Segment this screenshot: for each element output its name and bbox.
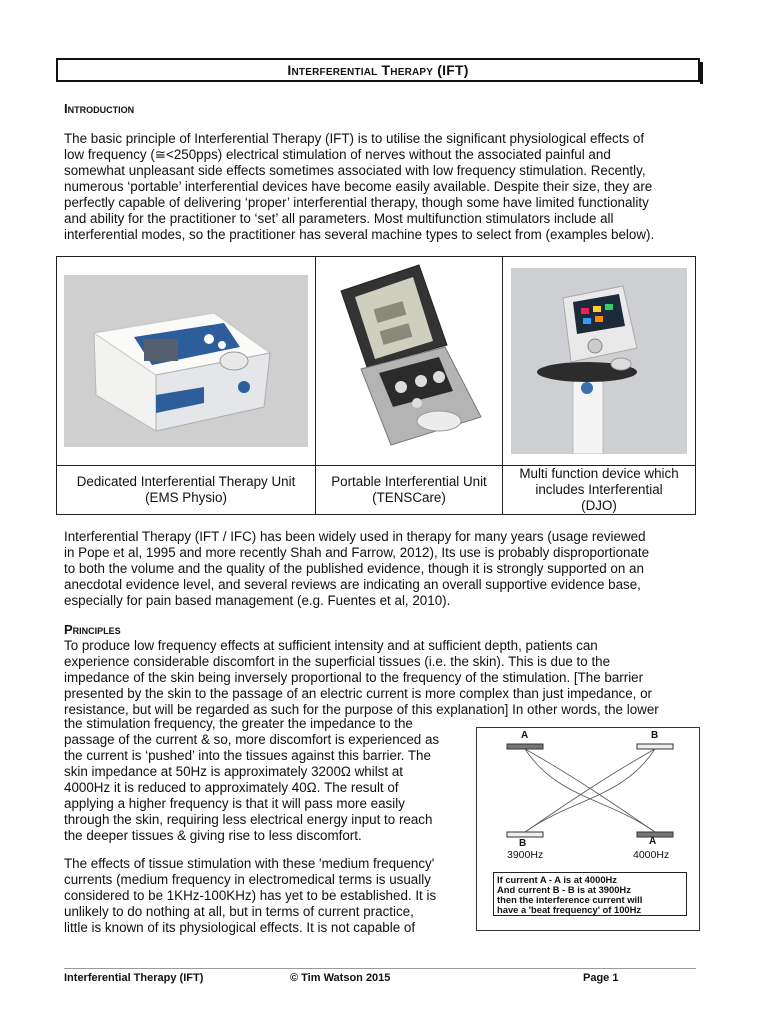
caption-line: (TENSCare) bbox=[372, 490, 446, 505]
text-line: 4000Hz it is reduced to approximately 40Ω. The result of bbox=[64, 780, 399, 795]
page-title: Interferential Therapy (IFT) bbox=[56, 58, 700, 82]
text-line: in Pope et al, 1995 and more recently Shah and Farrow, 2012), Its use is probably disproportionate bbox=[64, 545, 650, 560]
device-image-cell bbox=[57, 257, 316, 466]
footer-copyright: © Tim Watson 2015 bbox=[290, 972, 391, 984]
electrode-top-left bbox=[507, 744, 543, 749]
interference-waves bbox=[477, 728, 699, 868]
text-line: The basic principle of Interferential Therapy (IFT) is to utilise the significant physiological effects of bbox=[64, 131, 645, 146]
principles-heading: Principles bbox=[64, 622, 121, 637]
introduction-heading: Introduction bbox=[64, 101, 135, 116]
text-line: considered to be 1KHz-100KHz) has yet to be established. It is bbox=[64, 888, 437, 903]
introduction-paragraph bbox=[64, 131, 654, 243]
text-line: The effects of tissue stimulation with these 'medium frequency' bbox=[64, 856, 435, 871]
text-line: resistance, but will be regarded as such for the purpose of this explanation] In other words, the lower bbox=[64, 702, 659, 717]
tenscare-portable-unit-image bbox=[321, 261, 497, 461]
text-line: impedance of the skin being inversely proportional to the frequency of the stimulation. [The barrier bbox=[64, 670, 644, 685]
electrode-bottom-left bbox=[507, 832, 543, 837]
caption-line: (EMS Physio) bbox=[145, 490, 227, 505]
text-line: interferential modes, so the practitioner has several machine types to select from (examples below). bbox=[64, 227, 655, 242]
text-line: presented by the skin to the passage of an electric current is more complex than just impedance, or bbox=[64, 686, 653, 701]
text-line: experience considerable discomfort in the superficial tissues (i.e. the skin). This is due to the bbox=[64, 654, 611, 669]
text-line: the stimulation frequency, the greater the impedance to the bbox=[64, 716, 413, 731]
text-line: anecdotal evidence level, and several reviews are indicating an overall supportive evidence base, bbox=[64, 577, 641, 592]
label-b-top: B bbox=[651, 730, 659, 741]
footer-page-number: Page 1 bbox=[583, 972, 619, 984]
caption-line: includes Interferential bbox=[535, 482, 663, 497]
label-a-top: A bbox=[521, 730, 529, 741]
text-line: somewhat unpleasant side effects sometimes associated with low frequency stimulation. Recently, bbox=[64, 163, 646, 178]
caption-line: Dedicated Interferential Therapy Unit bbox=[76, 474, 296, 489]
text-line: the deeper tissues & giving rise to less discomfort. bbox=[64, 828, 362, 843]
text-line: the current is ‘pushed’ into the tissues against this barrier. The bbox=[64, 748, 431, 763]
principles-paragraph bbox=[64, 638, 659, 718]
device-image-cell bbox=[316, 257, 503, 466]
principles-continued-paragraph bbox=[64, 716, 439, 844]
note-line: And current B - B is at 3900Hz bbox=[497, 884, 631, 895]
text-line: applying a higher frequency is that it will pass more easily bbox=[64, 796, 405, 811]
device-caption bbox=[316, 466, 503, 515]
djo-multifunction-device-image bbox=[511, 268, 687, 454]
text-line: to both the volume and the quality of the published evidence, though it is strongly supported on an bbox=[64, 561, 644, 576]
text-line: Interferential Therapy (IFT / IFC) has been widely used in therapy for many years (usage reviewed bbox=[64, 529, 646, 544]
label-a-bottom: A bbox=[649, 836, 657, 847]
text-line: low frequency (≅<250pps) electrical stimulation of nerves without the associated painful and bbox=[64, 147, 611, 162]
medium-frequency-paragraph bbox=[64, 856, 436, 936]
footer-title: Interferential Therapy (IFT) bbox=[64, 972, 204, 984]
text-line: through the skin, requiring less electrical energy input to reach bbox=[64, 812, 433, 827]
label-b-bottom: B bbox=[519, 838, 527, 849]
frequency-4000: 4000Hz bbox=[633, 849, 670, 861]
text-line: passage of the current & so, more discomfort is experienced as bbox=[64, 732, 440, 747]
note-line: have a 'beat frequency' of 100Hz bbox=[497, 904, 642, 915]
electrode-top-right bbox=[637, 744, 673, 749]
device-examples-table bbox=[56, 256, 696, 515]
device-caption bbox=[57, 466, 316, 515]
device-image-cell bbox=[503, 257, 696, 466]
text-line: unlikely to do nothing at all, but in terms of current practice, bbox=[64, 904, 414, 919]
footer-divider bbox=[64, 968, 696, 969]
frequency-3900: 3900Hz bbox=[507, 849, 544, 861]
text-line: perfectly capable of delivering ‘proper’ interferential therapy, though some have limited functionality bbox=[64, 195, 649, 210]
caption-line: Portable Interferential Unit bbox=[331, 474, 487, 489]
text-line: especially for pain based management (e.g. Fuentes et al, 2010). bbox=[64, 593, 451, 608]
note-line: then the interference current will bbox=[497, 894, 643, 905]
usage-paragraph bbox=[64, 529, 649, 609]
beat-frequency-note bbox=[493, 872, 687, 916]
text-line: currents (medium frequency in electromedical terms is usually bbox=[64, 872, 431, 887]
text-line: numerous ‘portable’ interferential devices have become easily available. Despite their size, they are bbox=[64, 179, 653, 194]
text-line: skin impedance at 50Hz is approximately 3200Ω whilst at bbox=[64, 764, 403, 779]
text-line: and ability for the practitioner to ‘set’ all parameters. Most multifunction stimulators include all bbox=[64, 211, 614, 226]
ems-physio-unit-image bbox=[64, 275, 308, 447]
caption-line: (DJO) bbox=[581, 498, 617, 513]
device-caption bbox=[503, 466, 696, 515]
note-line: If current A - A is at 4000Hz bbox=[497, 874, 617, 885]
text-line: little is known of its physiological effects. It is not capable of bbox=[64, 920, 416, 935]
text-line: To produce low frequency effects at sufficient intensity and at sufficient depth, patients can bbox=[64, 638, 598, 653]
caption-line: Multi function device which bbox=[519, 466, 679, 481]
interference-diagram bbox=[476, 727, 700, 931]
